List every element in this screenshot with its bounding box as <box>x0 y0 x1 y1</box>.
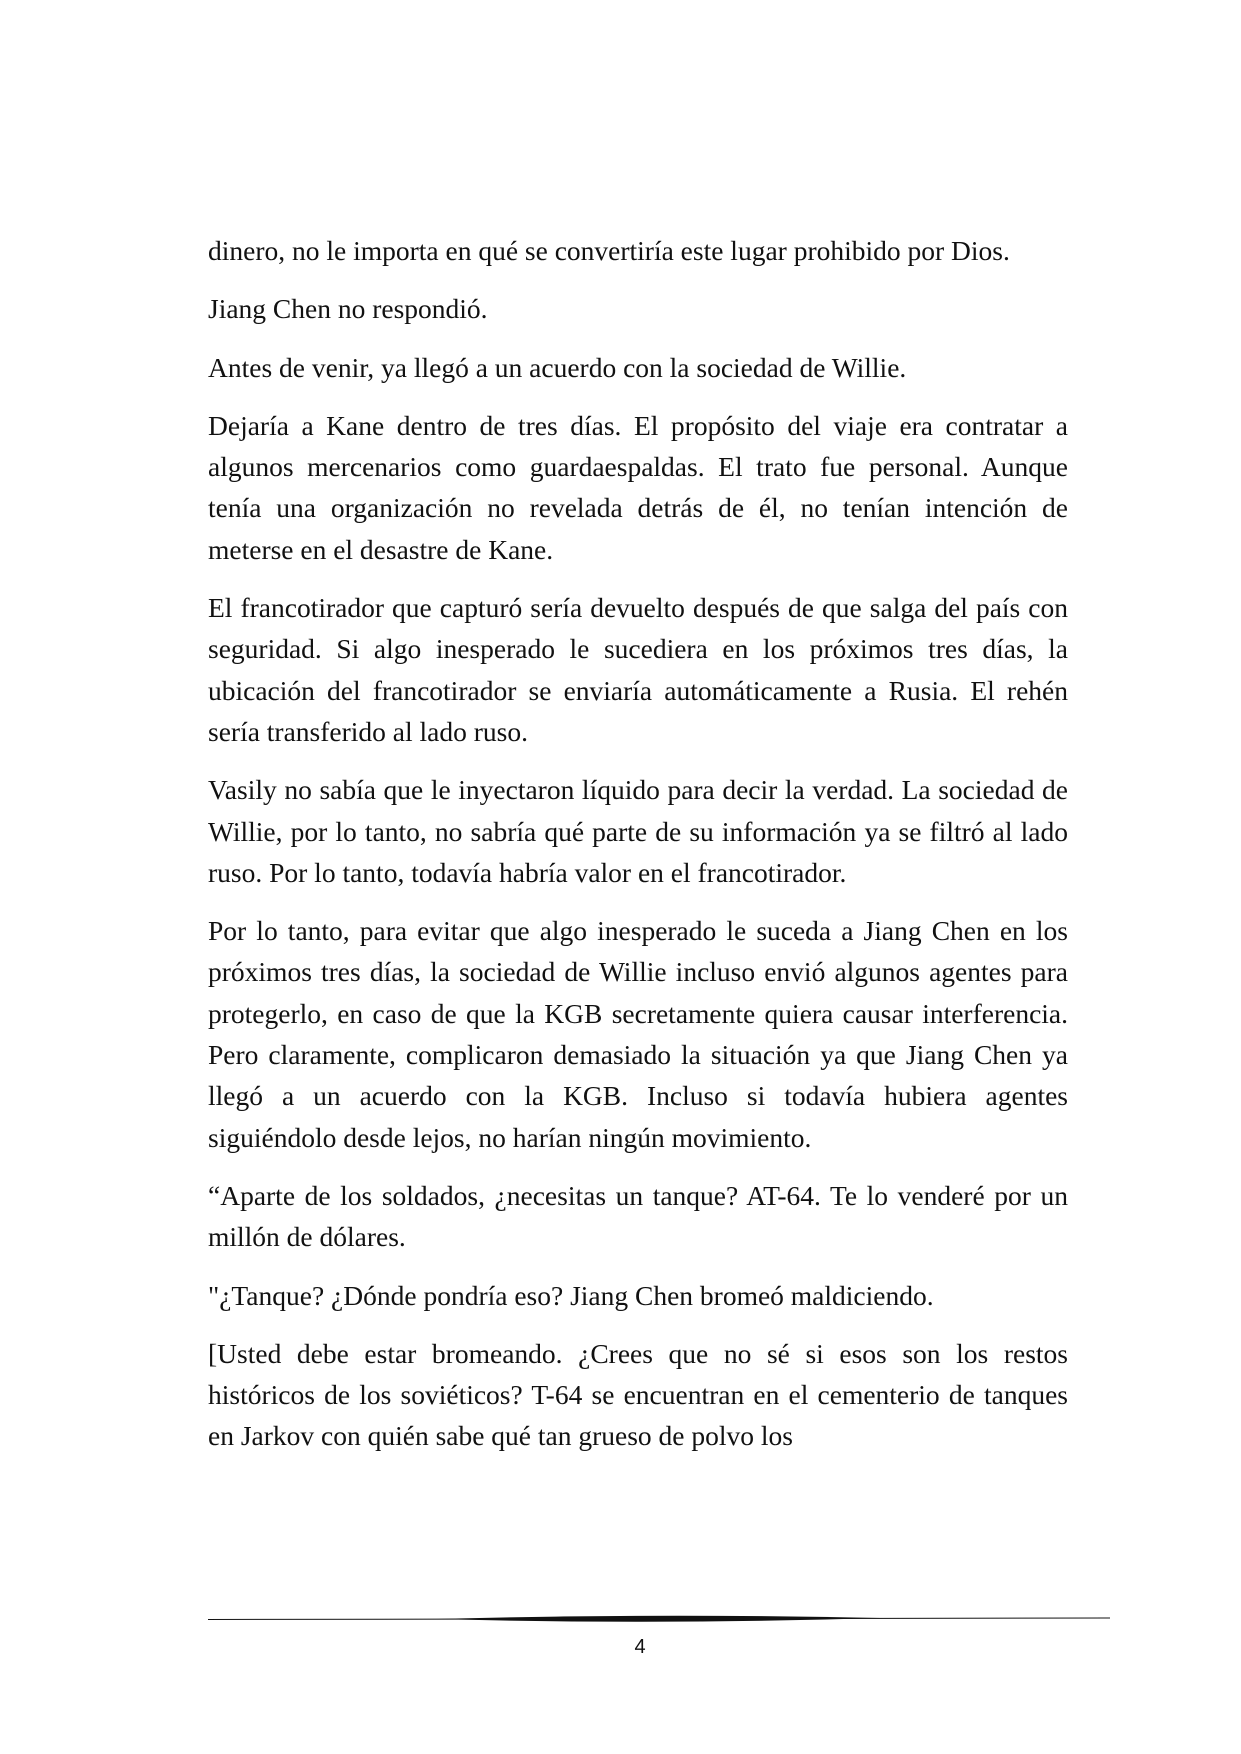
page-number: 4 <box>634 1636 646 1658</box>
paragraph: [Usted debe estar bromeando. ¿Crees que no sé si esos son los restos históricos de los soviéticos? T-64 se encuentran en el cementerio de tanques en Jarkov con quién sabe qué tan grueso de polvo los <box>208 1337 1068 1452</box>
body-text <box>208 230 1068 1474</box>
paragraph: El francotirador que capturó sería devuelto después de que salga del país con seguridad. Si algo inesperado le sucediera en los próximos tres días, la ubicación del francotirador se enviaría automáticamente a Rusia. El rehén sería transferido al lado ruso. <box>208 592 1068 747</box>
paragraph: Dejaría a Kane dentro de tres días. El propósito del viaje era contratar a algunos mercenarios como guardaespaldas. El trato fue personal. Aunque tenía una organización no revelada detrás de él, no tenían intención de meterse en el desastre de Kane. <box>208 409 1068 565</box>
paragraph: Jiang Chen no respondió. <box>208 293 488 325</box>
paragraph: "¿Tanque? ¿Dónde pondría eso? Jiang Chen bromeó maldiciendo. <box>208 1279 934 1311</box>
paragraph: dinero, no le importa en qué se convertiría este lugar prohibido por Dios. <box>208 235 1010 266</box>
paragraph: Por lo tanto, para evitar que algo inesperado le suceda a Jiang Chen en los próximos tres días, la sociedad de Willie incluso envió algunos agentes para protegerlo, en caso de que la KGB secretamente quiera causar interferencia. Pero claramente, complicaron demasiado la situación ya que Jiang Chen ya llegó a un acuerdo con la KGB. Incluso si todavía hubiera agentes siguiéndolo desde lejos, no harían ningún movimiento. <box>208 915 1068 1153</box>
paragraph: “Aparte de los soldados, ¿necesitas un tanque? AT-64. Te lo venderé por un millón de dólares. <box>208 1179 1068 1253</box>
footer-rule <box>208 1612 1110 1626</box>
paragraph: Antes de venir, ya llegó a un acuerdo con la sociedad de Willie. <box>208 351 907 383</box>
paragraph: Vasily no sabía que le inyectaron líquido para decir la verdad. La sociedad de Willie, por lo tanto, no sabría qué parte de su información ya se filtró al lado ruso. Por lo tanto, todavía habría valor en el francotirador. <box>208 774 1068 888</box>
